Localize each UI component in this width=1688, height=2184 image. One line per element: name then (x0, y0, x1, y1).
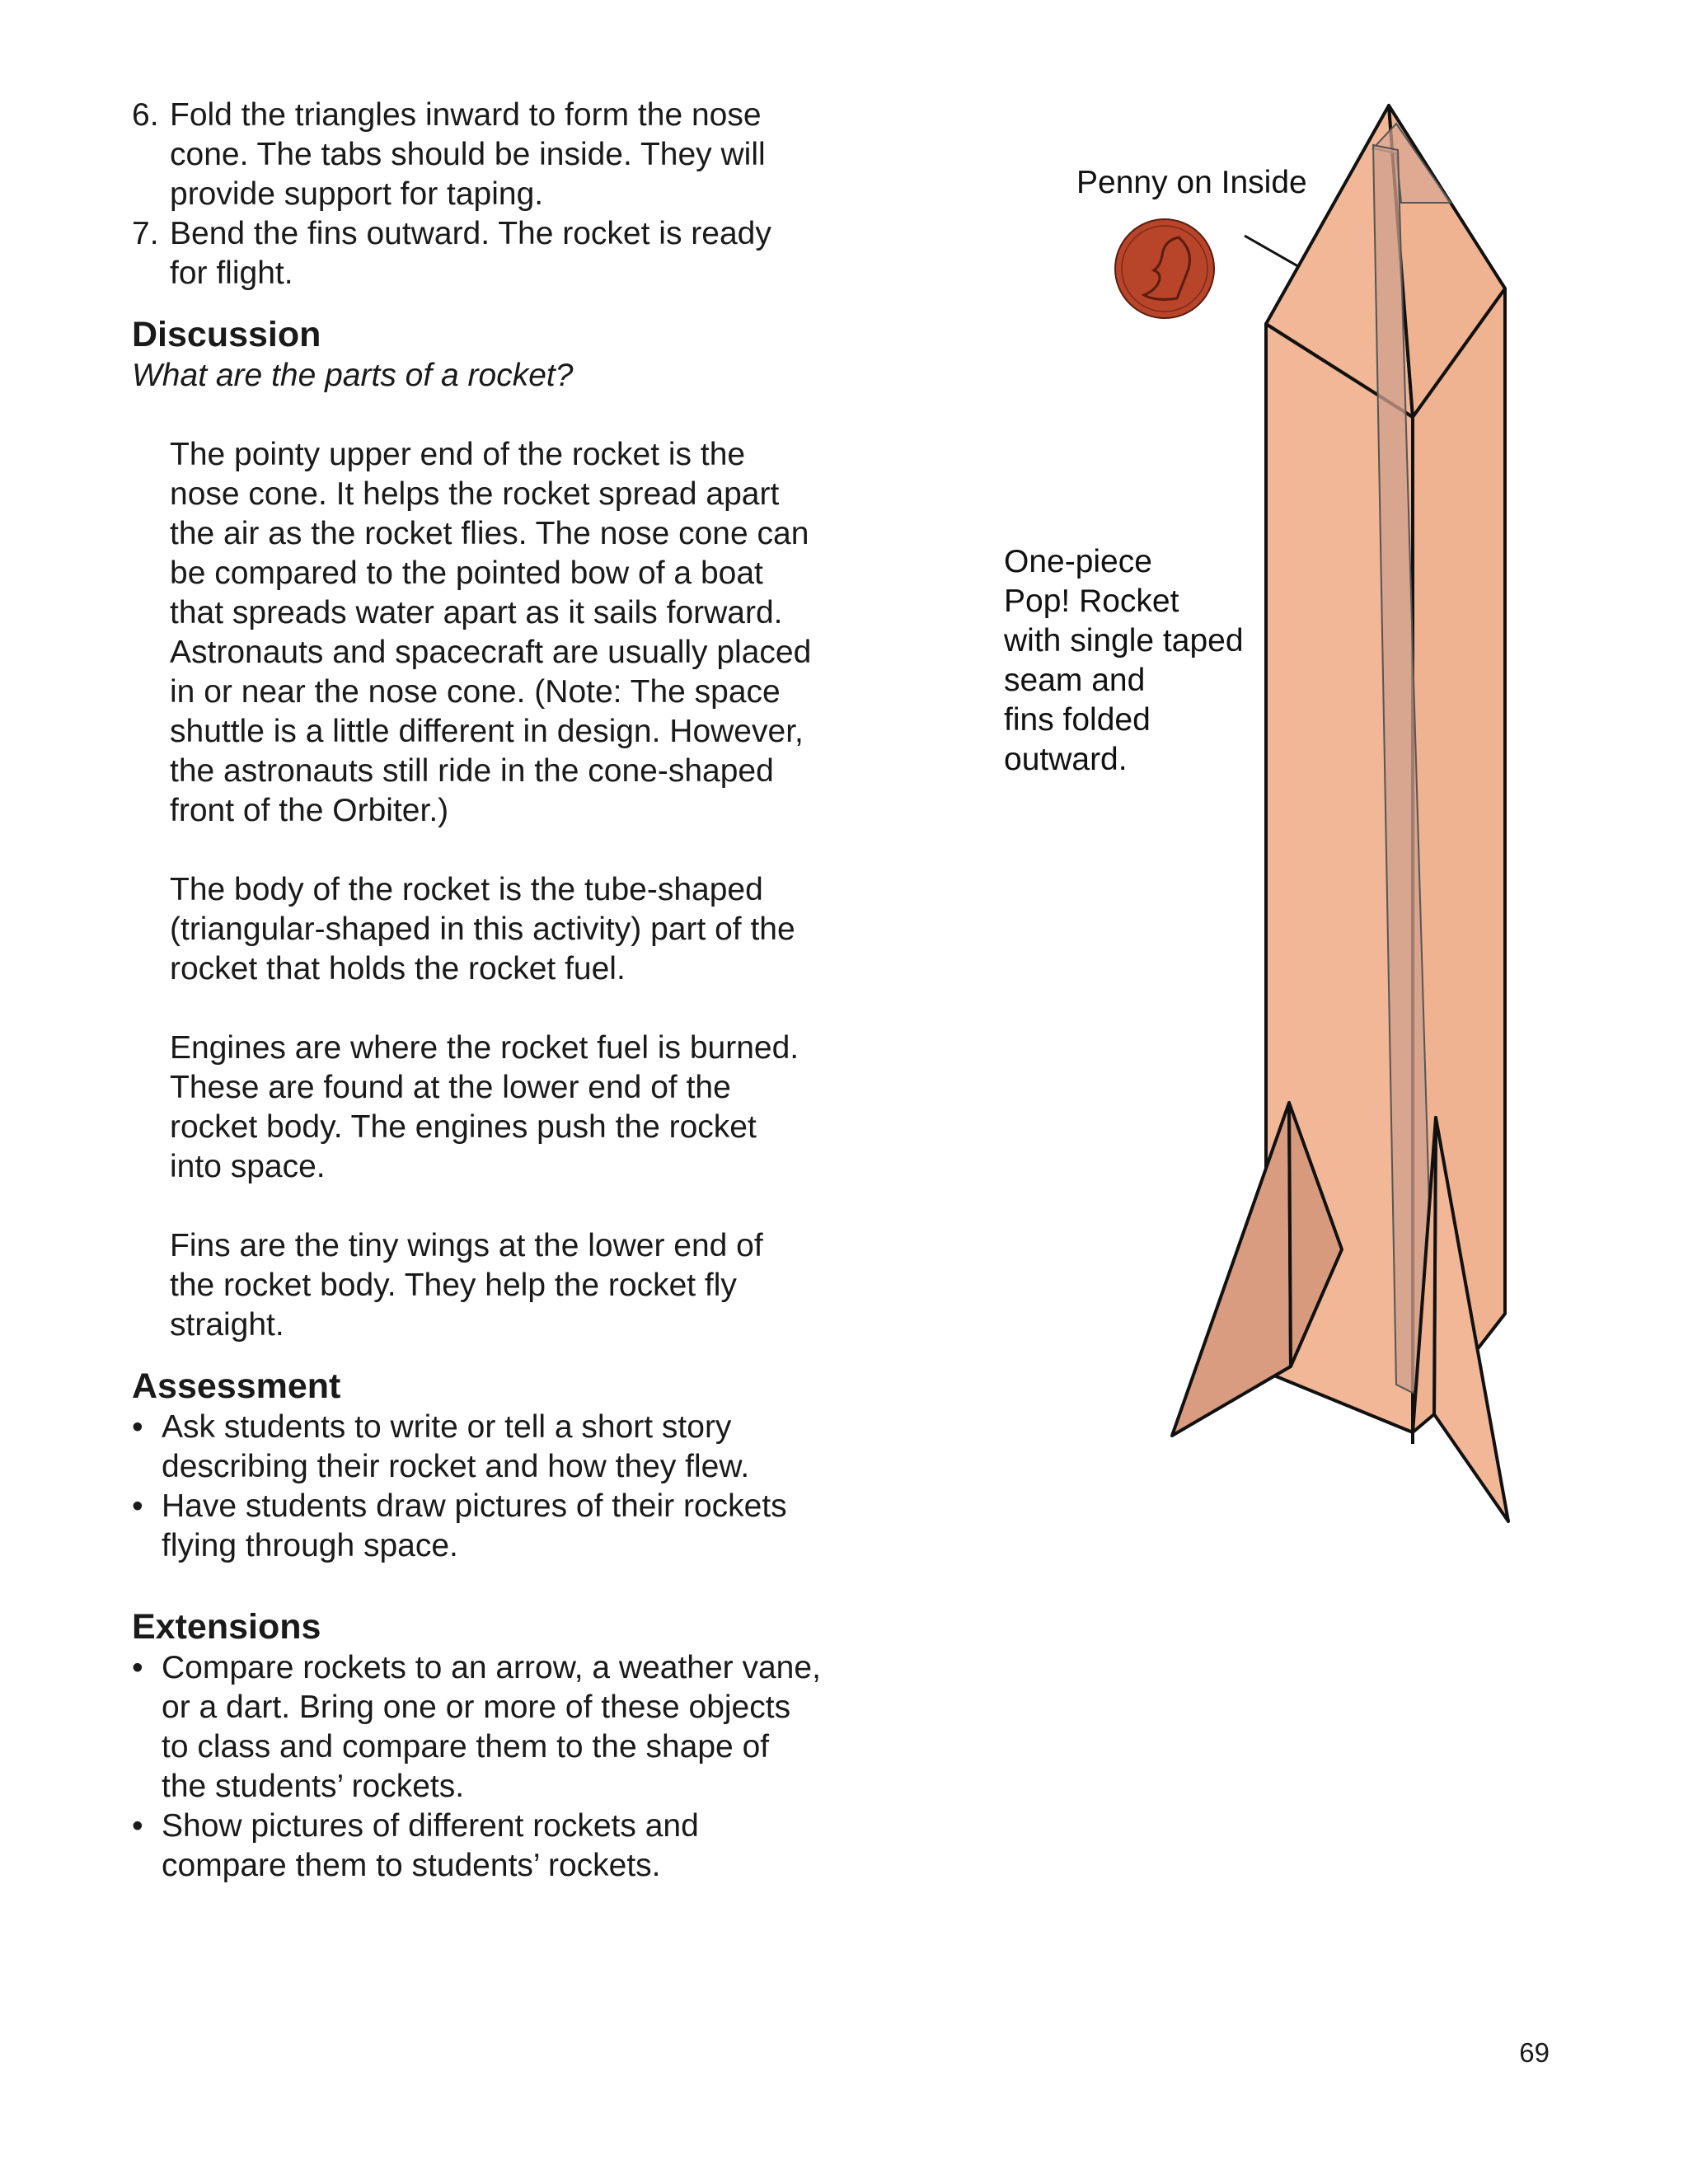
discussion-heading: Discussion (132, 315, 321, 354)
bullet-dot: • (132, 1488, 143, 1524)
extensions-heading: Extensions (132, 1607, 321, 1647)
step-number: 6. (132, 97, 159, 133)
bullet-dot: • (132, 1409, 143, 1445)
penny-icon (1115, 219, 1214, 318)
bullet-dot: • (132, 1808, 143, 1844)
step-line: Bend the fins outward. The rocket is ready (170, 216, 771, 251)
page-number: 69 (1519, 2037, 1550, 2068)
extensions-bullet-1: • Compare rockets to an arrow, a weather vane, or a dart. Bring one or more of these objects to class and compare them to the shape of the students’ rockets. (132, 1650, 821, 1804)
penny-label: Penny on Inside (1076, 165, 1307, 200)
rocket-caption: One-piece Pop! Rocket with single taped seam and fins folded outward. (1004, 544, 1244, 777)
bullet-dot: • (132, 1650, 143, 1685)
paragraph-engines: Engines are where the rocket fuel is burned. These are found at the lower end of the rocket body. The engines push the rocket into space. (170, 1030, 799, 1184)
assessment-heading: Assessment (132, 1366, 341, 1406)
step-line: provide support for taping. (170, 176, 544, 212)
paragraph-fins: Fins are the tiny wings at the lower end of the rocket body. They help the rocket fly straight. (170, 1228, 763, 1343)
step-line: for flight. (170, 255, 293, 291)
paragraph-nose-cone: The pointy upper end of the rocket is the nose cone. It helps the rocket spread apart the air as the rocket flies. The nose cone can be compared to the pointed bow of a boat that spreads water apart as it sails forward. Astronauts and spacecraft are usually placed in or near the nose cone. (Note: The space shuttle is a little different in design. However, the astronauts still ride in the cone-shaped front of the Orbiter.) (170, 437, 812, 828)
step-line: cone. The tabs should be inside. They will (170, 137, 766, 172)
left-fin (1172, 1103, 1291, 1436)
paragraph-body: The body of the rocket is the tube-shaped (triangular-shaped in this activity) part of the rocket that holds the rocket fuel. (170, 872, 795, 987)
assessment-bullet-2: • Have students draw pictures of their rockets flying through space. (132, 1488, 787, 1563)
step-number: 7. (132, 216, 159, 251)
extensions-bullet-2: • Show pictures of different rockets and compare them to students’ rockets. (132, 1808, 699, 1883)
discussion-question: What are the parts of a rocket? (132, 358, 574, 393)
step-line: Fold the triangles inward to form the nose (170, 97, 762, 133)
assessment-bullet-1: • Ask students to write or tell a short story describing their rocket and how they flew. (132, 1409, 750, 1484)
